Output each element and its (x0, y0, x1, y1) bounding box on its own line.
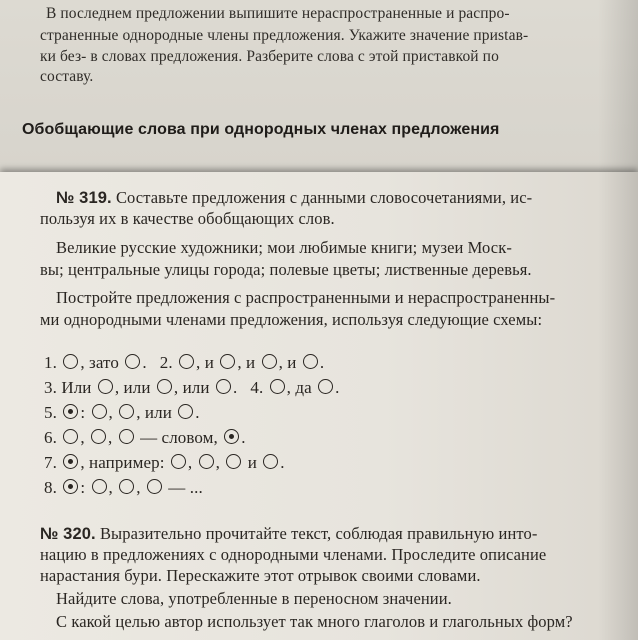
circle-icon (157, 379, 172, 394)
circle-icon (199, 454, 214, 469)
scheme-row-1-2 (44, 353, 324, 373)
exercise-319-intro-text: Составьте предложения с данными словосочетаниями, ис- (115, 188, 533, 207)
section-heading: Обобщающие слова при однородных членах предложения (22, 121, 500, 138)
dotted-circle-icon (63, 454, 78, 469)
scheme-row-8 (44, 478, 203, 498)
circle-icon (179, 354, 194, 369)
scheme-5-number: 5. (44, 403, 57, 422)
scheme-row-6 (44, 428, 246, 448)
top-paragraph-line-4: составу. (40, 68, 94, 85)
scheme-6-comma-b: , (108, 428, 113, 447)
scheme-row-3-4 (44, 378, 340, 398)
circle-icon (125, 354, 140, 369)
scheme-8-comma-a: , (108, 478, 113, 497)
scheme-5-end: . (195, 403, 200, 422)
exercise-320-line-3: нарастания бури. Перескажите этот отрывок своими словами. (40, 566, 481, 585)
scheme-7-text: , например: (80, 453, 165, 472)
scheme-7-end: . (280, 453, 285, 472)
scheme-8-text: — ... (168, 478, 203, 497)
circle-icon (303, 354, 318, 369)
exercise-319-phrases-line-1: Великие русские художники; мои любимые книги; музеи Моск- (56, 238, 512, 257)
scheme-6-text: — словом, (140, 428, 218, 447)
exercise-319-task-line-2: ми однородными членами предложения, используя следующие схемы: (40, 310, 543, 329)
exercise-319-intro-line-2: пользуя их в качестве обобщающих слов. (40, 209, 335, 228)
scheme-5-comma: , (108, 403, 113, 422)
scheme-3-text-b: , или (114, 378, 151, 397)
exercise-319-phrases-line-2: вы; центральные улицы города; полевые цветы; лиственные деревья. (40, 260, 532, 279)
circle-icon (270, 379, 285, 394)
circle-icon (216, 379, 231, 394)
scheme-1-end: . (142, 353, 147, 372)
top-paragraph-line-2: страненные однородные члены предложения. Укажите значение приstав- (40, 27, 529, 44)
scheme-6-end: . (241, 428, 246, 447)
scheme-2-text-b: , и (237, 353, 256, 372)
scheme-2-number: 2. (159, 353, 173, 372)
circle-icon (262, 354, 277, 369)
circle-icon (119, 404, 134, 419)
circle-icon (63, 354, 78, 369)
scheme-5-colon: : (80, 403, 86, 422)
circle-icon (91, 429, 106, 444)
dotted-circle-icon (224, 429, 239, 444)
circle-icon (220, 354, 235, 369)
scheme-3-text-c: , или (173, 378, 210, 397)
scheme-2-end: . (319, 353, 325, 372)
circle-icon (119, 429, 134, 444)
circle-icon (263, 454, 278, 469)
circle-icon (92, 404, 107, 419)
circle-icon (318, 379, 333, 394)
circle-icon (178, 404, 193, 419)
exercise-319-task-line-1: Постройте предложения с распространенными и нераспространенны- (56, 288, 556, 307)
scheme-8-colon: : (80, 478, 86, 497)
scheme-7-comma-b: , (215, 453, 220, 472)
scheme-1-text: , зато (80, 353, 119, 372)
scheme-row-7 (44, 453, 285, 473)
scheme-7-and: и (247, 453, 257, 472)
scheme-3-end: . (232, 378, 238, 397)
exercise-320-line-1 (40, 524, 537, 544)
top-paragraph-line-1: В последнем предложении выпишите нераспространенные и распро- (46, 5, 510, 22)
circle-icon (171, 454, 186, 469)
scheme-3-text-a: Или (61, 378, 92, 397)
scheme-2-text-a: , и (196, 353, 214, 372)
scheme-4-number: 4. (250, 378, 264, 397)
dotted-circle-icon (63, 479, 78, 494)
exercise-319-number: № 319. (56, 189, 112, 207)
previous-page-section (0, 0, 638, 172)
scheme-5-text: , или (136, 403, 172, 422)
scheme-2-text-c: , и (278, 353, 297, 372)
scheme-4-end: . (335, 378, 340, 397)
scheme-1-number: 1. (44, 353, 57, 372)
scheme-6-comma-a: , (80, 428, 85, 447)
exercise-320-line-2: нацию в предложениях с однородными членами. Проследите описание (40, 545, 547, 564)
scheme-8-number: 8. (44, 478, 57, 497)
exercise-320-number: № 320. (40, 525, 96, 543)
scheme-row-5 (44, 403, 200, 423)
exercise-320-line-4: Найдите слова, употребленные в переносном значении. (56, 589, 452, 608)
scheme-6-number: 6. (44, 428, 57, 447)
top-paragraph-line-3: ки без- в словах предложения. Разберите слова с этой приставкой по (40, 48, 499, 65)
scheme-7-number: 7. (44, 453, 57, 472)
circle-icon (63, 429, 78, 444)
dotted-circle-icon (63, 404, 78, 419)
circle-icon (147, 479, 162, 494)
main-page (0, 172, 638, 640)
scheme-4-text: , да (286, 378, 312, 397)
exercise-319-intro-line-1 (56, 188, 532, 208)
circle-icon (98, 379, 113, 394)
exercise-320-line-5: С какой целью автор использует так много глаголов и глагольных форм? (56, 612, 573, 631)
circle-icon (92, 479, 107, 494)
circle-icon (119, 479, 134, 494)
scheme-7-comma-a: , (187, 453, 193, 472)
scheme-8-comma-b: , (136, 478, 141, 497)
scheme-3-number: 3. (44, 378, 57, 397)
exercise-320-text-1: Выразительно прочитайте текст, соблюдая правильную инто- (99, 524, 538, 543)
circle-icon (226, 454, 241, 469)
